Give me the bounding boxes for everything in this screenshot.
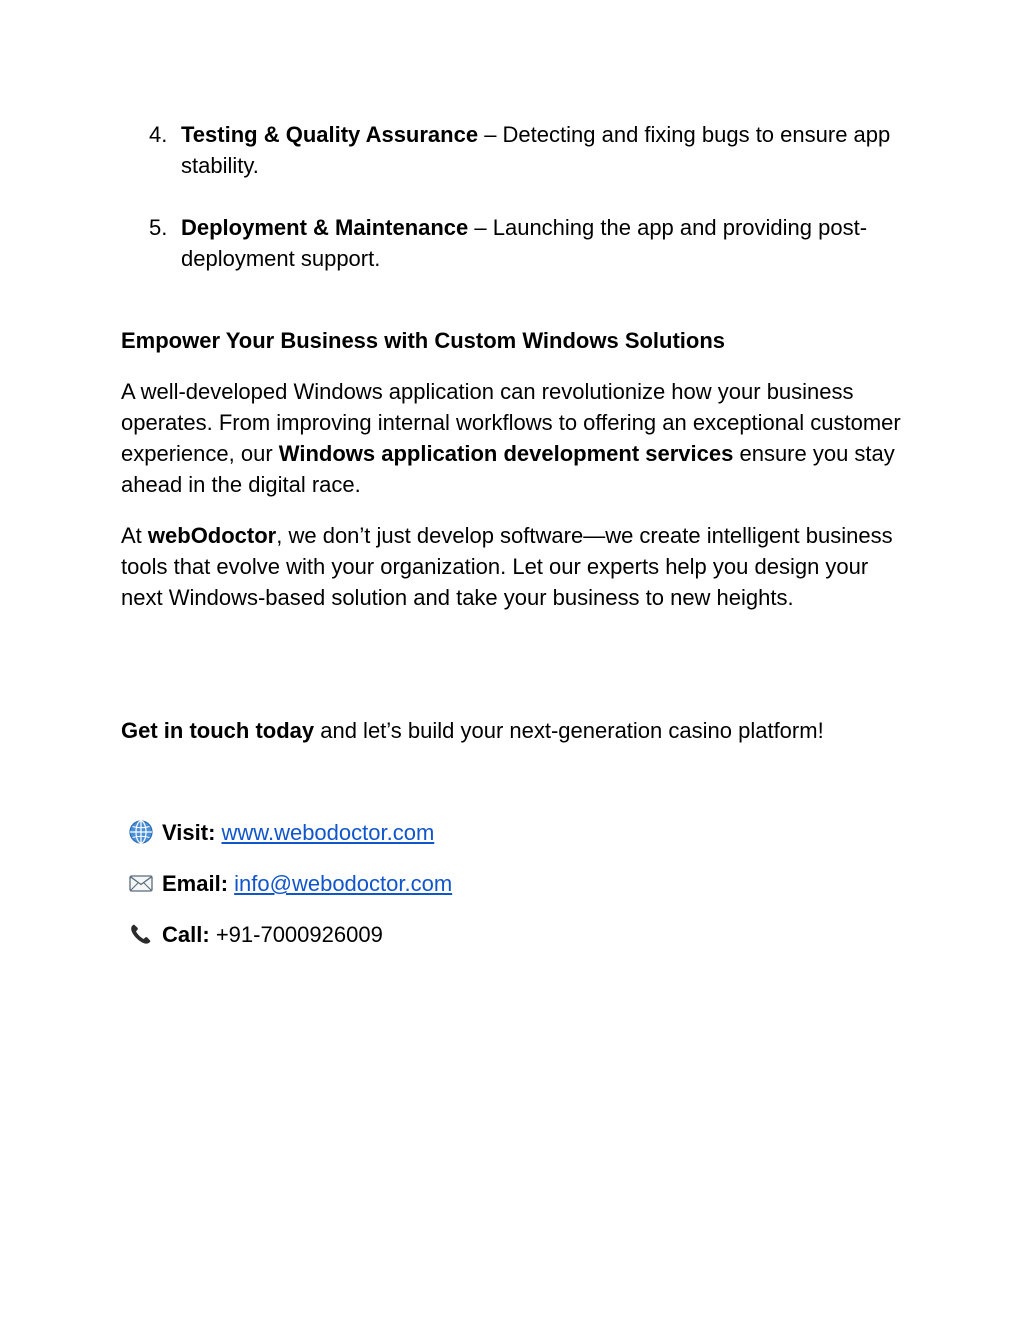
paragraph-company xyxy=(121,520,911,613)
visit-label: Visit: xyxy=(162,820,216,845)
call-to-action xyxy=(121,715,911,746)
paragraph-text: , we don’t just develop software—we create intelligent business tools that evolve with your organization. Let our experts help you design your next Windows-based solution and take your business to new heights. xyxy=(121,523,893,610)
cta-text: and let’s build your next-generation casino platform! xyxy=(314,718,824,743)
list-item-body xyxy=(181,212,901,274)
contact-call xyxy=(128,919,828,950)
contact-email xyxy=(128,868,828,899)
website-link[interactable]: www.webodoctor.com xyxy=(221,820,435,845)
email-label: Email: xyxy=(162,871,229,896)
contact-visit xyxy=(128,817,828,848)
paragraph-text: At xyxy=(121,523,148,548)
envelope-icon xyxy=(128,870,154,896)
paragraph-intro xyxy=(121,376,911,500)
section-heading xyxy=(121,325,911,356)
company-name: webOdoctor xyxy=(147,523,277,548)
phone-number: +91-7000926009 xyxy=(215,922,383,947)
list-item-description: – Launching the app and providing post-deployment support. xyxy=(181,215,868,271)
paragraph-bold-text: Windows application development services xyxy=(278,441,734,466)
cta-bold-text: Get in touch today xyxy=(121,718,315,743)
list-item-title: Deployment & Maintenance xyxy=(181,215,469,240)
list-item-title: Testing & Quality Assurance xyxy=(181,122,479,147)
section-heading-text: Empower Your Business with Custom Windows Solutions xyxy=(121,328,726,353)
list-item-body xyxy=(181,119,901,181)
list-item-description: – Detecting and fixing bugs to ensure app stability. xyxy=(181,122,891,178)
call-label: Call: xyxy=(162,922,210,947)
paragraph-text: A well-developed Windows application can revolutionize how your business operates. From improving internal workflows to offering an exceptional customer experience, our xyxy=(121,379,901,466)
globe-icon xyxy=(128,819,154,845)
email-link[interactable]: info@webodoctor.com xyxy=(234,871,453,896)
telephone-icon xyxy=(128,921,154,947)
list-number: 5. xyxy=(149,215,168,240)
paragraph-text: ensure you stay ahead in the digital race. xyxy=(121,441,895,497)
list-number: 4. xyxy=(149,122,168,147)
